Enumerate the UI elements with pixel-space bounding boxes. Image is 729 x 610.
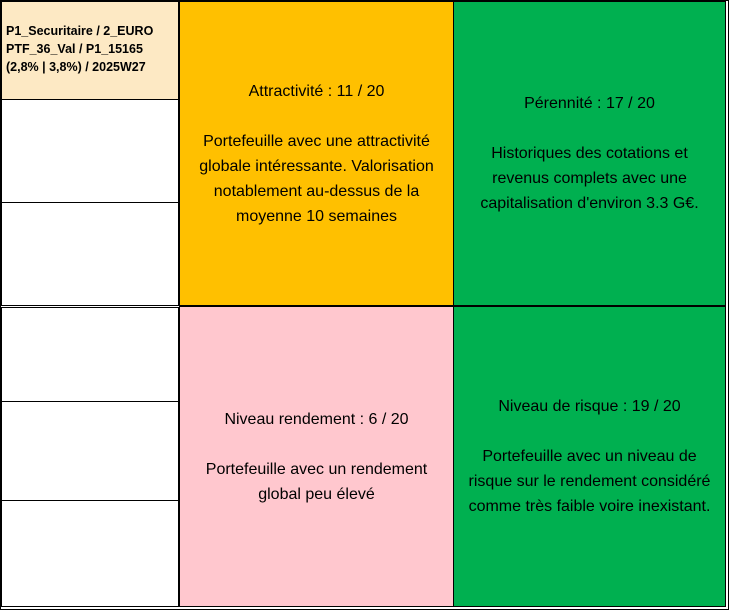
perennite-title: Pérennité : 17 / 20 xyxy=(524,95,655,112)
risque-card xyxy=(453,306,726,607)
attractivite-card xyxy=(179,1,454,306)
portfolio-header-cell xyxy=(1,1,179,100)
empty-cell-2 xyxy=(1,202,179,306)
empty-cell-3 xyxy=(1,307,179,402)
empty-cell-1 xyxy=(1,99,179,203)
attractivite-description: Portefeuille avec une attractivité globale intéressante. Valorisation notablement au-dessus de la moyenne 10 semaines xyxy=(199,132,434,225)
attractivite-title: Attractivité : 11 / 20 xyxy=(248,82,385,100)
empty-cell-4 xyxy=(1,401,179,501)
risque-description: Portefeuille avec un niveau de risque sur le rendement considéré comme très faible voire inexistant. xyxy=(468,448,711,515)
perennite-description: Historiques des cotations et revenus complets avec une capitalisation d'environ 3.3 G€. xyxy=(480,145,699,212)
perennite-card xyxy=(453,1,726,306)
rendement-description: Portefeuille avec un rendement global peu élevé xyxy=(205,460,428,503)
portfolio-line-3: (2,8% | 3,8%) / 2025W27 xyxy=(6,60,146,74)
empty-cell-5 xyxy=(1,500,179,607)
rendement-card xyxy=(179,306,454,607)
portfolio-line-2: PTF_36_Val / P1_15165 xyxy=(6,42,143,56)
risque-title: Niveau de risque : 19 / 20 xyxy=(498,398,681,415)
rendement-title: Niveau rendement : 6 / 20 xyxy=(224,410,409,428)
portfolio-line-1: P1_Securitaire / 2_EURO xyxy=(6,24,154,38)
